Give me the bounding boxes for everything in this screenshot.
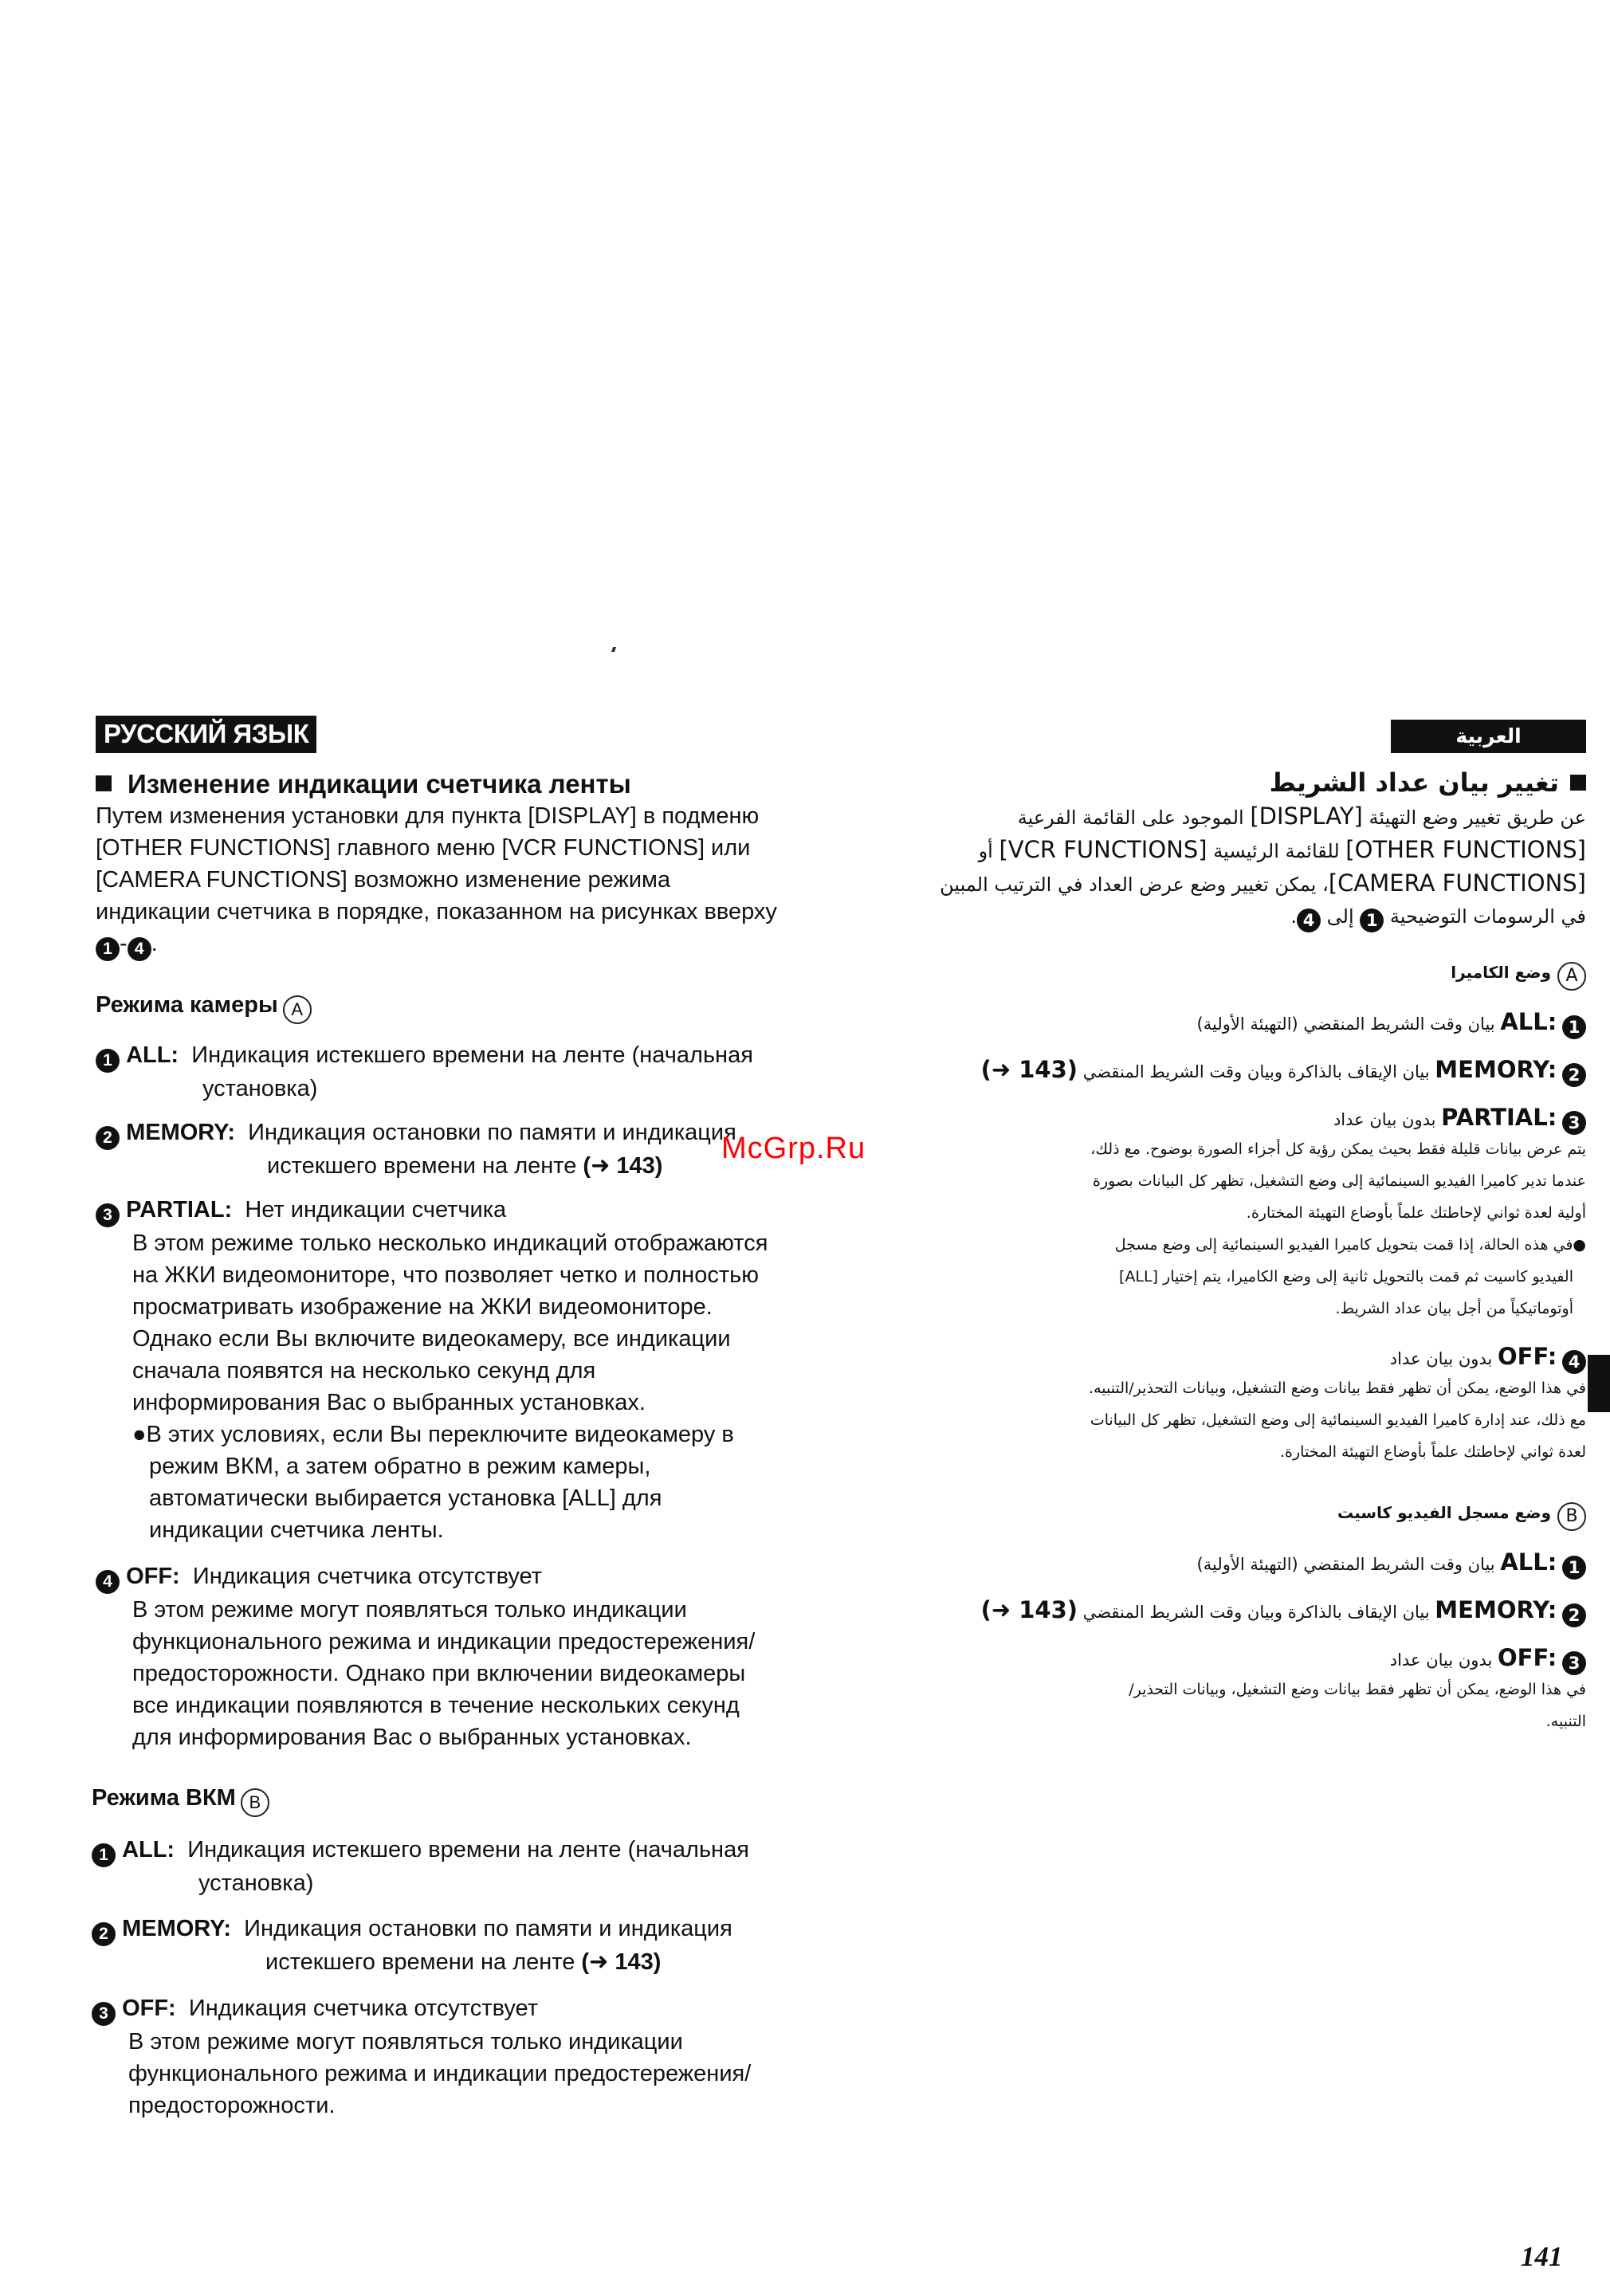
circled-b-badge: B — [1557, 1502, 1586, 1531]
number-1-icon: 1 — [92, 1843, 116, 1867]
circled-a-badge: A — [1557, 962, 1586, 991]
section-title-ru: Изменение индикации счетчика ленты — [96, 769, 631, 799]
number-1-icon: 1 — [1562, 1015, 1586, 1039]
circled-a-badge: A — [283, 995, 312, 1024]
number-4-icon: 4 — [1562, 1350, 1586, 1374]
ar-cam-item-all: 1 ALL: بيان وقت الشريط المنقضي (التهيئة الأولية) — [1197, 1006, 1586, 1040]
ar-vcr-off-body: في هذا الوضع، يمكن أن تظهر فقط بيانات وضع التشغيل، وبيانات التحذير/ التنبيه. — [1129, 1681, 1586, 1730]
ru-cam-item-partial: 3 PARTIAL: Нет индикации счетчика В этом режиме только несколько индикаций отображаются на ЖКИ видеомониторе, что позволяет четко и полностью просматривать изображение на ЖКИ видеомониторе. Однако если Вы включите видеокамеру, все индикации сначала появятся на несколько секунд для информирования Вас о выбранных установках. ●В этих условиях, если Вы переключите видеокамеру в режим ВКМ, а затем обратно в режим камеры, автоматически выбирается установка [ALL] для индикации счетчика ленты. — [96, 1194, 877, 1546]
number-1-icon: 1 — [1360, 909, 1384, 932]
ar-vcr-item-all: 1 ALL: بيان وقت الشريط المنقضي (التهيئة الأولية) — [1197, 1546, 1586, 1580]
watermark-text: McGrp.Ru — [721, 1132, 866, 1165]
number-4-icon: 4 — [128, 937, 151, 961]
ar-vcr-item-off: 3 OFF: بدون بيان عداد — [1390, 1642, 1586, 1676]
square-bullet-icon — [96, 775, 112, 791]
number-1-icon: 1 — [96, 937, 120, 961]
number-3-icon: 3 — [1562, 1651, 1586, 1675]
camera-mode-heading-ru: Режима камеры A — [96, 992, 312, 1024]
ru-cam-item-all: 1 ALL: Индикация истекшего времени на ленте (начальная установка) — [96, 1039, 877, 1105]
camera-mode-heading-ar: Aوضع الكاميرا — [1451, 962, 1586, 991]
intro-ar: عن طريق تغيير وضع التهيئة [DISPLAY] الموجود على القائمة الفرعية [OTHER FUNCTIONS] للقائمة الرئيسية [VCR FUNCTIONS] أو [CAMERA FUNCTIONS]، يمكن تغيير وضع عرض العداد في الترتيب المبين في الرسومات التوضيحية 1 إلى 4. — [933, 800, 1586, 932]
number-2-icon: 2 — [1562, 1603, 1586, 1627]
number-2-icon: 2 — [92, 1922, 116, 1946]
circled-b-badge: B — [241, 1788, 269, 1817]
page-edge-tab — [1588, 1355, 1610, 1412]
number-4-icon: 4 — [96, 1570, 120, 1594]
page-reference: (➜ 143) — [583, 1153, 663, 1179]
language-tab-arabic: العربية — [1391, 720, 1586, 753]
page-number: 141 — [1521, 2241, 1563, 2272]
stray-mark — [611, 647, 616, 652]
vcr-mode-heading-ru: Режима ВКМ B — [92, 1785, 269, 1817]
ar-vcr-item-memory: 2 MEMORY: بيان الإيقاف بالذاكرة وبيان وقت الشريط المنقضي (➜ 143) — [981, 1594, 1586, 1628]
number-3-icon: 3 — [92, 2002, 116, 2026]
number-1-icon: 1 — [1562, 1556, 1586, 1580]
ar-cam-item-partial: 3 PARTIAL: بدون بيان عداد — [1333, 1101, 1586, 1136]
language-tab-russian: РУССКИЙ ЯЗЫК — [96, 716, 316, 753]
ar-cam-off-body: في هذا الوضع، يمكن أن تظهر فقط بيانات وضع التشغيل، وبيانات التحذير/التنبيه. مع ذلك، عند إدارة كاميرا الفيديو السينمائية إلى وضع التشغيل، تظهر كل البيانات لعدة ثواني لإحاطتك علماً بأوضاع التهيئة المختارة. — [1089, 1380, 1586, 1461]
number-2-icon: 2 — [1562, 1063, 1586, 1087]
number-1-icon: 1 — [96, 1049, 120, 1073]
ar-cam-partial-body: يتم عرض بيانات قليلة فقط بحيث يمكن رؤية كل أجزاء الصورة بوضوح. مع ذلك، عندما تدير كاميرا الفيديو السينمائية إلى وضع التشغيل، تظهر كل البيانات بصورة أولية لعدة ثواني لإحاطتك علماً بأوضاع التهيئة المختارة. ●في هذه الحالة، إذا قمت بتحويل كاميرا الفيديو السينمائية إلى وضع مسجل الفيديو كاسيت ثم قمت بالتحويل ثانية إلى وضع الكاميرا، يتم إختيار [ALL] أوتوماتيكياً من أجل بيان عداد الشريط. — [1090, 1140, 1586, 1317]
intro-ru: Путем изменения установки для пункта [DISPLAY] в подменю [OTHER FUNCTIONS] главного меню [VCR FUNCTIONS] или [CAMERA FUNCTIONS] возможно изменение режима индикации счетчика в порядке, показанном на рисунках вверху 1 - 4 . — [96, 800, 877, 961]
bullet-note-ru: ●В этих условиях, если Вы переключите видеокамеру в режим ВКМ, а затем обратно в режим камеры, автоматически выбирается установка [ALL] для индикации счетчика ленты. — [132, 1422, 734, 1543]
ru-cam-item-memory: 2 MEMORY: Индикация остановки по памяти и индикация истекшего времени на ленте (➜ 143) — [96, 1117, 877, 1182]
number-3-icon: 3 — [96, 1203, 120, 1227]
ru-cam-item-off: 4 OFF: Индикация счетчика отсутствует В этом режиме могут появляться только индикации функционального режима и индикации предостережения/ предосторожности. Однако при включении видеокамеры все индикации появляются в течение нескольких секунд для информирования Вас о выбранных установках. — [96, 1560, 877, 1753]
number-4-icon: 4 — [1297, 909, 1321, 932]
ru-vcr-item-off: 3 OFF: Индикация счетчика отсутствует В этом режиме могут появляться только индикации функционального режима и индикации предостережения/ предосторожности. — [92, 1992, 873, 2121]
number-3-icon: 3 — [1562, 1111, 1586, 1135]
page-reference: (➜ 143) — [581, 1949, 662, 1975]
number-2-icon: 2 — [96, 1126, 120, 1150]
ru-vcr-item-memory: 2 MEMORY: Индикация остановки по памяти и индикация истекшего времени на ленте (➜ 143) — [92, 1913, 873, 1978]
ar-cam-item-memory: 2 MEMORY: بيان الإيقاف بالذاكرة وبيان وقت الشريط المنقضي (➜ 143) — [981, 1054, 1586, 1088]
section-title-ar: تغيير بيان عداد الشريط — [1270, 767, 1586, 798]
square-bullet-icon — [1570, 775, 1586, 791]
vcr-mode-heading-ar: Bوضع مسجل الفيديو كاسيت — [1337, 1502, 1586, 1531]
ar-cam-item-off: 4 OFF: بدون بيان عداد — [1390, 1340, 1586, 1375]
ru-vcr-item-all: 1 ALL: Индикация истекшего времени на ленте (начальная установка) — [92, 1834, 873, 1899]
